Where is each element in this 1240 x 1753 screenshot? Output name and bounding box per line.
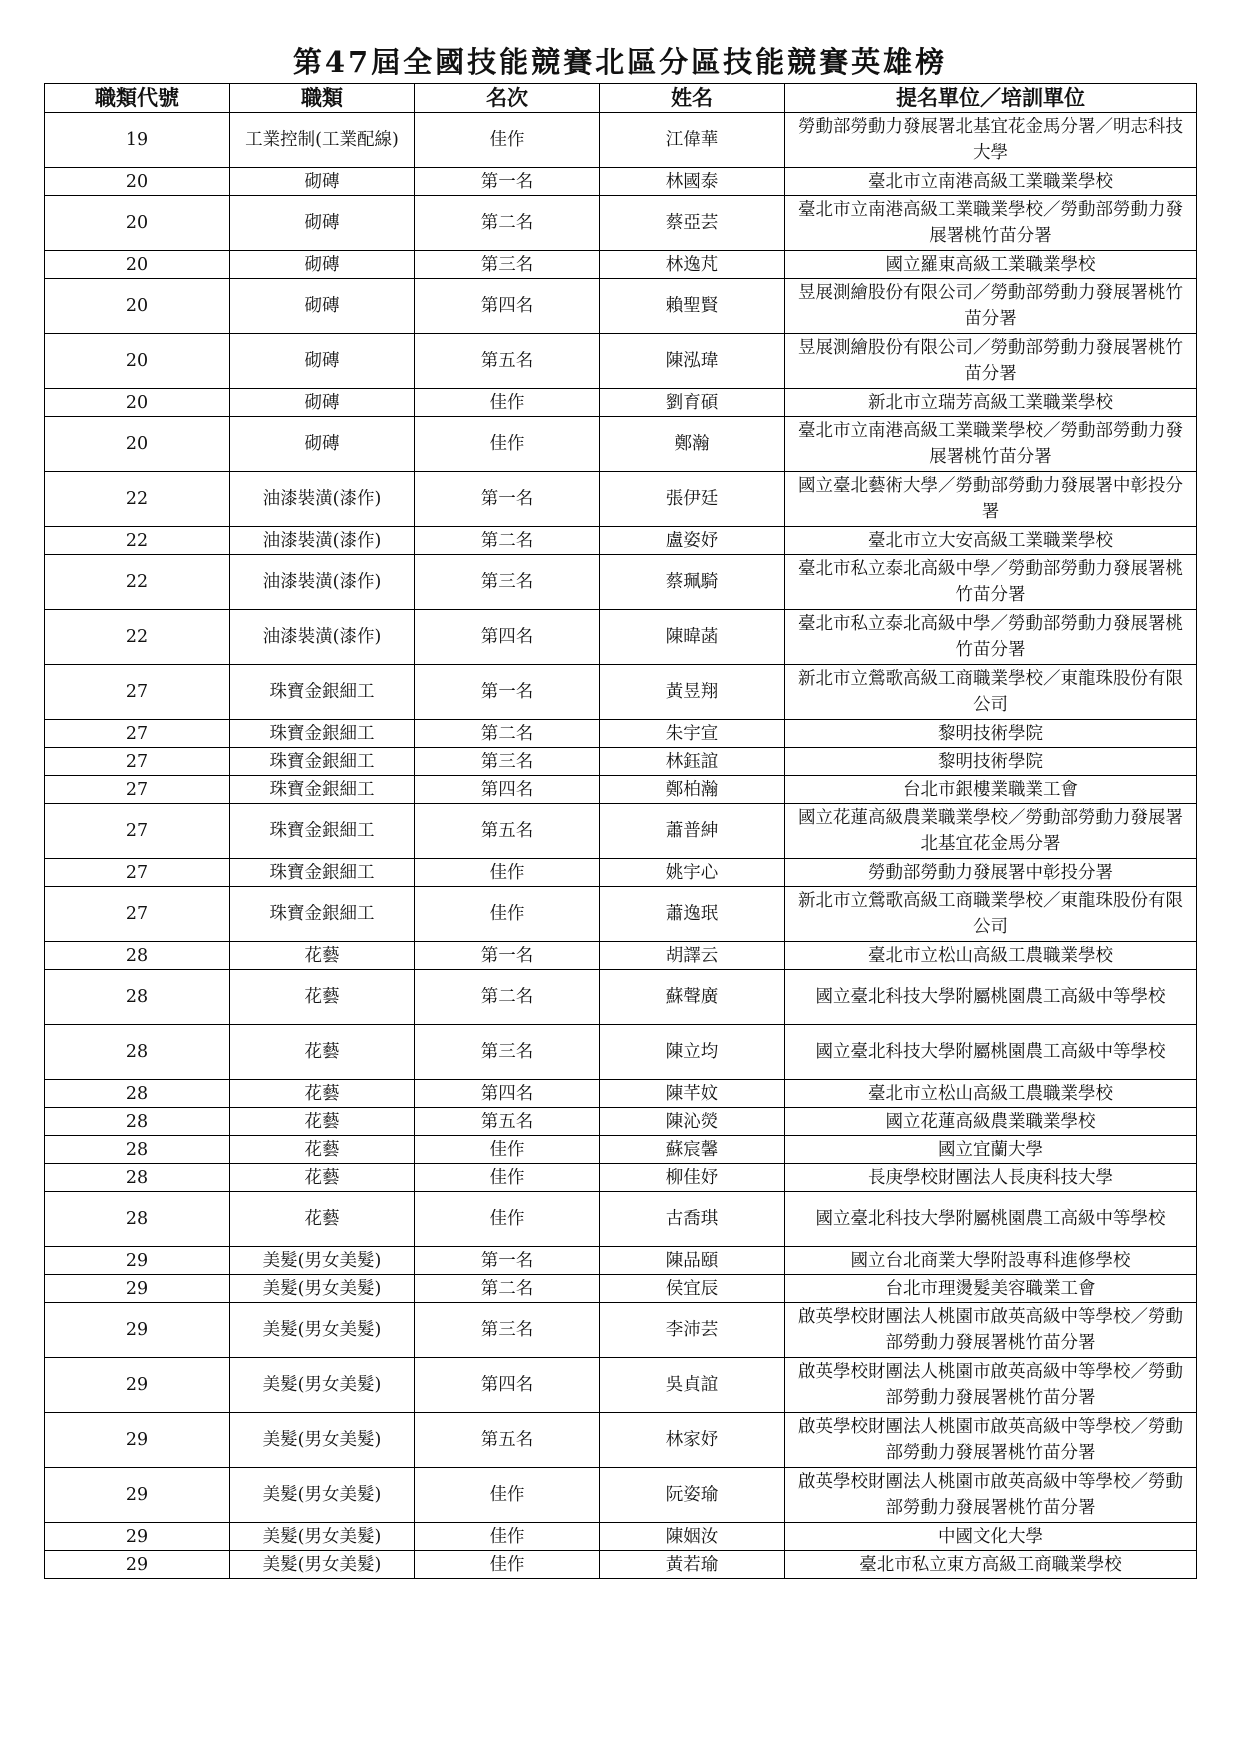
cell-name: 江偉華	[600, 113, 785, 168]
table-row	[45, 279, 1197, 334]
cell-trade-code: 27	[45, 804, 230, 859]
cell-trade: 油漆裝潢(漆作)	[230, 472, 415, 527]
cell-rank: 第四名	[415, 279, 600, 334]
cell-name: 柳佳妤	[600, 1164, 785, 1192]
cell-organization: 昱展測繪股份有限公司／勞動部勞動力發展署桃竹苗分署	[785, 279, 1197, 334]
cell-rank: 第一名	[415, 1247, 600, 1275]
cell-trade: 砌磚	[230, 279, 415, 334]
cell-trade-code: 29	[45, 1551, 230, 1579]
cell-trade: 砌磚	[230, 196, 415, 251]
cell-trade: 花藝	[230, 1080, 415, 1108]
cell-trade: 砌磚	[230, 168, 415, 196]
cell-name: 蕭逸珉	[600, 887, 785, 942]
cell-organization: 新北市立鶯歌高級工商職業學校／東龍珠股份有限公司	[785, 887, 1197, 942]
table-row	[45, 970, 1197, 1025]
cell-trade-code: 28	[45, 1025, 230, 1080]
cell-rank: 佳作	[415, 1551, 600, 1579]
cell-organization: 中國文化大學	[785, 1523, 1197, 1551]
cell-trade-code: 29	[45, 1247, 230, 1275]
cell-organization: 國立花蓮高級農業職業學校／勞動部勞動力發展署北基宜花金馬分署	[785, 804, 1197, 859]
table-row	[45, 942, 1197, 970]
cell-name: 鄭瀚	[600, 417, 785, 472]
cell-name: 林國泰	[600, 168, 785, 196]
table-row	[45, 1358, 1197, 1413]
cell-trade-code: 27	[45, 859, 230, 887]
page-title: 第47屆全國技能競賽北區分區技能競賽英雄榜	[292, 45, 948, 79]
cell-trade-code: 28	[45, 942, 230, 970]
table-row	[45, 1136, 1197, 1164]
cell-rank: 佳作	[415, 417, 600, 472]
cell-rank: 第二名	[415, 1275, 600, 1303]
cell-trade-code: 20	[45, 279, 230, 334]
cell-name: 陳姻汝	[600, 1523, 785, 1551]
cell-trade-code: 28	[45, 1080, 230, 1108]
table-body	[45, 113, 1197, 1579]
cell-organization: 國立臺北科技大學附屬桃園農工高級中等學校	[785, 1192, 1197, 1247]
cell-organization: 黎明技術學院	[785, 720, 1197, 748]
cell-trade: 美髮(男女美髮)	[230, 1303, 415, 1358]
header-name: 姓名	[600, 84, 785, 113]
cell-trade-code: 29	[45, 1303, 230, 1358]
cell-rank: 佳作	[415, 389, 600, 417]
cell-trade: 花藝	[230, 1164, 415, 1192]
cell-trade: 砌磚	[230, 251, 415, 279]
cell-name: 陳芊妏	[600, 1080, 785, 1108]
cell-name: 胡譯云	[600, 942, 785, 970]
cell-trade-code: 19	[45, 113, 230, 168]
cell-trade: 美髮(男女美髮)	[230, 1468, 415, 1523]
table-row	[45, 1164, 1197, 1192]
cell-rank: 第五名	[415, 804, 600, 859]
cell-name: 黃若瑜	[600, 1551, 785, 1579]
cell-organization: 國立羅東高級工業職業學校	[785, 251, 1197, 279]
cell-rank: 第一名	[415, 168, 600, 196]
winners-table	[44, 83, 1197, 1579]
table-row	[45, 168, 1197, 196]
table-row	[45, 196, 1197, 251]
cell-name: 吳貞誼	[600, 1358, 785, 1413]
cell-rank: 第三名	[415, 1025, 600, 1080]
cell-rank: 第一名	[415, 472, 600, 527]
cell-name: 侯宜辰	[600, 1275, 785, 1303]
cell-trade-code: 28	[45, 1192, 230, 1247]
cell-organization: 啟英學校財團法人桃園市啟英高級中等學校／勞動部勞動力發展署桃竹苗分署	[785, 1303, 1197, 1358]
cell-name: 劉育碩	[600, 389, 785, 417]
cell-trade-code: 29	[45, 1413, 230, 1468]
cell-rank: 第三名	[415, 555, 600, 610]
cell-rank: 第二名	[415, 720, 600, 748]
header-organization: 提名單位／培訓單位	[785, 84, 1197, 113]
cell-trade-code: 22	[45, 472, 230, 527]
table-row	[45, 748, 1197, 776]
cell-rank: 第三名	[415, 251, 600, 279]
cell-rank: 佳作	[415, 1192, 600, 1247]
cell-trade: 珠寶金銀細工	[230, 804, 415, 859]
cell-rank: 佳作	[415, 859, 600, 887]
table-row	[45, 859, 1197, 887]
cell-name: 陳泓瑋	[600, 334, 785, 389]
cell-name: 蕭普紳	[600, 804, 785, 859]
table-header-row	[45, 84, 1197, 113]
cell-trade: 美髮(男女美髮)	[230, 1358, 415, 1413]
cell-organization: 台北市銀樓業職業工會	[785, 776, 1197, 804]
cell-trade: 美髮(男女美髮)	[230, 1551, 415, 1579]
cell-organization: 勞動部勞動力發展署中彰投分署	[785, 859, 1197, 887]
table-row	[45, 555, 1197, 610]
cell-rank: 第二名	[415, 196, 600, 251]
cell-name: 蘇宸馨	[600, 1136, 785, 1164]
cell-trade: 花藝	[230, 1136, 415, 1164]
table-row	[45, 1468, 1197, 1523]
cell-organization: 國立花蓮高級農業職業學校	[785, 1108, 1197, 1136]
table-row	[45, 1413, 1197, 1468]
cell-organization: 台北市理燙髮美容職業工會	[785, 1275, 1197, 1303]
table-row	[45, 472, 1197, 527]
cell-trade: 美髮(男女美髮)	[230, 1247, 415, 1275]
table-row	[45, 417, 1197, 472]
cell-organization: 國立宜蘭大學	[785, 1136, 1197, 1164]
cell-trade: 工業控制(工業配線)	[230, 113, 415, 168]
cell-trade: 珠寶金銀細工	[230, 776, 415, 804]
header-trade-code: 職類代號	[45, 84, 230, 113]
cell-trade-code: 20	[45, 196, 230, 251]
cell-organization: 臺北市立大安高級工業職業學校	[785, 527, 1197, 555]
table-row	[45, 527, 1197, 555]
cell-name: 李沛芸	[600, 1303, 785, 1358]
table-row	[45, 610, 1197, 665]
table-row	[45, 804, 1197, 859]
cell-trade: 花藝	[230, 1025, 415, 1080]
cell-trade: 油漆裝潢(漆作)	[230, 527, 415, 555]
table-row	[45, 1551, 1197, 1579]
cell-trade: 油漆裝潢(漆作)	[230, 610, 415, 665]
cell-organization: 臺北市立南港高級工業職業學校／勞動部勞動力發展署桃竹苗分署	[785, 417, 1197, 472]
table-row	[45, 1025, 1197, 1080]
cell-name: 陳品頤	[600, 1247, 785, 1275]
cell-trade-code: 20	[45, 168, 230, 196]
cell-name: 阮姿瑜	[600, 1468, 785, 1523]
cell-name: 蔡亞芸	[600, 196, 785, 251]
cell-rank: 第五名	[415, 1413, 600, 1468]
cell-trade: 珠寶金銀細工	[230, 887, 415, 942]
cell-trade: 油漆裝潢(漆作)	[230, 555, 415, 610]
table-row	[45, 887, 1197, 942]
cell-rank: 佳作	[415, 1164, 600, 1192]
cell-trade: 花藝	[230, 1108, 415, 1136]
cell-organization: 國立臺北科技大學附屬桃園農工高級中等學校	[785, 1025, 1197, 1080]
table-row	[45, 334, 1197, 389]
table-row	[45, 113, 1197, 168]
cell-name: 古喬琪	[600, 1192, 785, 1247]
cell-organization: 啟英學校財團法人桃園市啟英高級中等學校／勞動部勞動力發展署桃竹苗分署	[785, 1358, 1197, 1413]
cell-rank: 佳作	[415, 1136, 600, 1164]
cell-trade-code: 22	[45, 527, 230, 555]
cell-organization: 臺北市立南港高級工業職業學校／勞動部勞動力發展署桃竹苗分署	[785, 196, 1197, 251]
cell-organization: 臺北市立松山高級工農職業學校	[785, 942, 1197, 970]
cell-organization: 臺北市私立泰北高級中學／勞動部勞動力發展署桃竹苗分署	[785, 610, 1197, 665]
cell-rank: 第四名	[415, 1080, 600, 1108]
cell-trade: 美髮(男女美髮)	[230, 1413, 415, 1468]
cell-rank: 第二名	[415, 527, 600, 555]
cell-organization: 臺北市立南港高級工業職業學校	[785, 168, 1197, 196]
cell-name: 陳沁熒	[600, 1108, 785, 1136]
table-row	[45, 1080, 1197, 1108]
cell-trade-code: 20	[45, 251, 230, 279]
cell-trade: 砌磚	[230, 417, 415, 472]
cell-trade-code: 20	[45, 334, 230, 389]
table-row	[45, 389, 1197, 417]
cell-trade-code: 29	[45, 1358, 230, 1413]
cell-trade-code: 27	[45, 665, 230, 720]
cell-name: 蘇聲廣	[600, 970, 785, 1025]
cell-organization: 臺北市私立泰北高級中學／勞動部勞動力發展署桃竹苗分署	[785, 555, 1197, 610]
cell-name: 陳暐菡	[600, 610, 785, 665]
cell-trade: 花藝	[230, 1192, 415, 1247]
cell-organization: 臺北市私立東方高級工商職業學校	[785, 1551, 1197, 1579]
table-row	[45, 1192, 1197, 1247]
cell-trade-code: 20	[45, 417, 230, 472]
cell-trade-code: 27	[45, 887, 230, 942]
header-rank: 名次	[415, 84, 600, 113]
cell-trade-code: 28	[45, 1136, 230, 1164]
cell-rank: 第二名	[415, 970, 600, 1025]
table-row	[45, 1303, 1197, 1358]
table-row	[45, 1108, 1197, 1136]
table-row	[45, 665, 1197, 720]
cell-trade-code: 20	[45, 389, 230, 417]
cell-name: 張伊廷	[600, 472, 785, 527]
cell-trade-code: 27	[45, 748, 230, 776]
cell-name: 黃昱翔	[600, 665, 785, 720]
table-row	[45, 1523, 1197, 1551]
cell-name: 林鈺誼	[600, 748, 785, 776]
table-row	[45, 1275, 1197, 1303]
cell-organization: 新北市立鶯歌高級工商職業學校／東龍珠股份有限公司	[785, 665, 1197, 720]
cell-organization: 臺北市立松山高級工農職業學校	[785, 1080, 1197, 1108]
cell-trade: 砌磚	[230, 334, 415, 389]
cell-name: 林家妤	[600, 1413, 785, 1468]
cell-rank: 佳作	[415, 887, 600, 942]
cell-rank: 佳作	[415, 1468, 600, 1523]
cell-trade: 砌磚	[230, 389, 415, 417]
cell-name: 蔡珮騎	[600, 555, 785, 610]
cell-organization: 勞動部勞動力發展署北基宜花金馬分署／明志科技大學	[785, 113, 1197, 168]
cell-organization: 啟英學校財團法人桃園市啟英高級中等學校／勞動部勞動力發展署桃竹苗分署	[785, 1413, 1197, 1468]
cell-trade: 花藝	[230, 970, 415, 1025]
cell-rank: 第四名	[415, 776, 600, 804]
table-row	[45, 720, 1197, 748]
table-row	[45, 1247, 1197, 1275]
cell-rank: 佳作	[415, 113, 600, 168]
cell-trade: 美髮(男女美髮)	[230, 1523, 415, 1551]
cell-organization: 啟英學校財團法人桃園市啟英高級中等學校／勞動部勞動力發展署桃竹苗分署	[785, 1468, 1197, 1523]
cell-name: 朱宇宣	[600, 720, 785, 748]
cell-trade: 珠寶金銀細工	[230, 748, 415, 776]
cell-rank: 第三名	[415, 1303, 600, 1358]
cell-trade-code: 27	[45, 720, 230, 748]
cell-organization: 昱展測繪股份有限公司／勞動部勞動力發展署桃竹苗分署	[785, 334, 1197, 389]
cell-trade: 花藝	[230, 942, 415, 970]
cell-trade-code: 28	[45, 1108, 230, 1136]
cell-name: 賴聖賢	[600, 279, 785, 334]
cell-organization: 黎明技術學院	[785, 748, 1197, 776]
cell-name: 陳立均	[600, 1025, 785, 1080]
cell-name: 鄭柏瀚	[600, 776, 785, 804]
cell-trade: 珠寶金銀細工	[230, 859, 415, 887]
cell-organization: 國立台北商業大學附設專科進修學校	[785, 1247, 1197, 1275]
cell-trade-code: 27	[45, 776, 230, 804]
cell-rank: 第五名	[415, 334, 600, 389]
cell-rank: 第一名	[415, 942, 600, 970]
cell-rank: 第三名	[415, 748, 600, 776]
cell-rank: 第一名	[415, 665, 600, 720]
cell-organization: 國立臺北科技大學附屬桃園農工高級中等學校	[785, 970, 1197, 1025]
cell-trade-code: 28	[45, 1164, 230, 1192]
cell-trade-code: 29	[45, 1523, 230, 1551]
cell-name: 姚宇心	[600, 859, 785, 887]
cell-organization: 國立臺北藝術大學／勞動部勞動力發展署中彰投分署	[785, 472, 1197, 527]
header-trade: 職類	[230, 84, 415, 113]
cell-organization: 新北市立瑞芳高級工業職業學校	[785, 389, 1197, 417]
cell-trade: 珠寶金銀細工	[230, 665, 415, 720]
cell-trade-code: 28	[45, 970, 230, 1025]
cell-name: 林逸芃	[600, 251, 785, 279]
cell-rank: 第四名	[415, 610, 600, 665]
cell-trade-code: 29	[45, 1468, 230, 1523]
cell-rank: 第五名	[415, 1108, 600, 1136]
table-row	[45, 251, 1197, 279]
cell-trade: 珠寶金銀細工	[230, 720, 415, 748]
cell-rank: 佳作	[415, 1523, 600, 1551]
cell-name: 盧姿妤	[600, 527, 785, 555]
cell-rank: 第四名	[415, 1358, 600, 1413]
cell-trade-code: 29	[45, 1275, 230, 1303]
cell-trade-code: 22	[45, 610, 230, 665]
table-row	[45, 776, 1197, 804]
cell-trade: 美髮(男女美髮)	[230, 1275, 415, 1303]
cell-organization: 長庚學校財團法人長庚科技大學	[785, 1164, 1197, 1192]
cell-trade-code: 22	[45, 555, 230, 610]
